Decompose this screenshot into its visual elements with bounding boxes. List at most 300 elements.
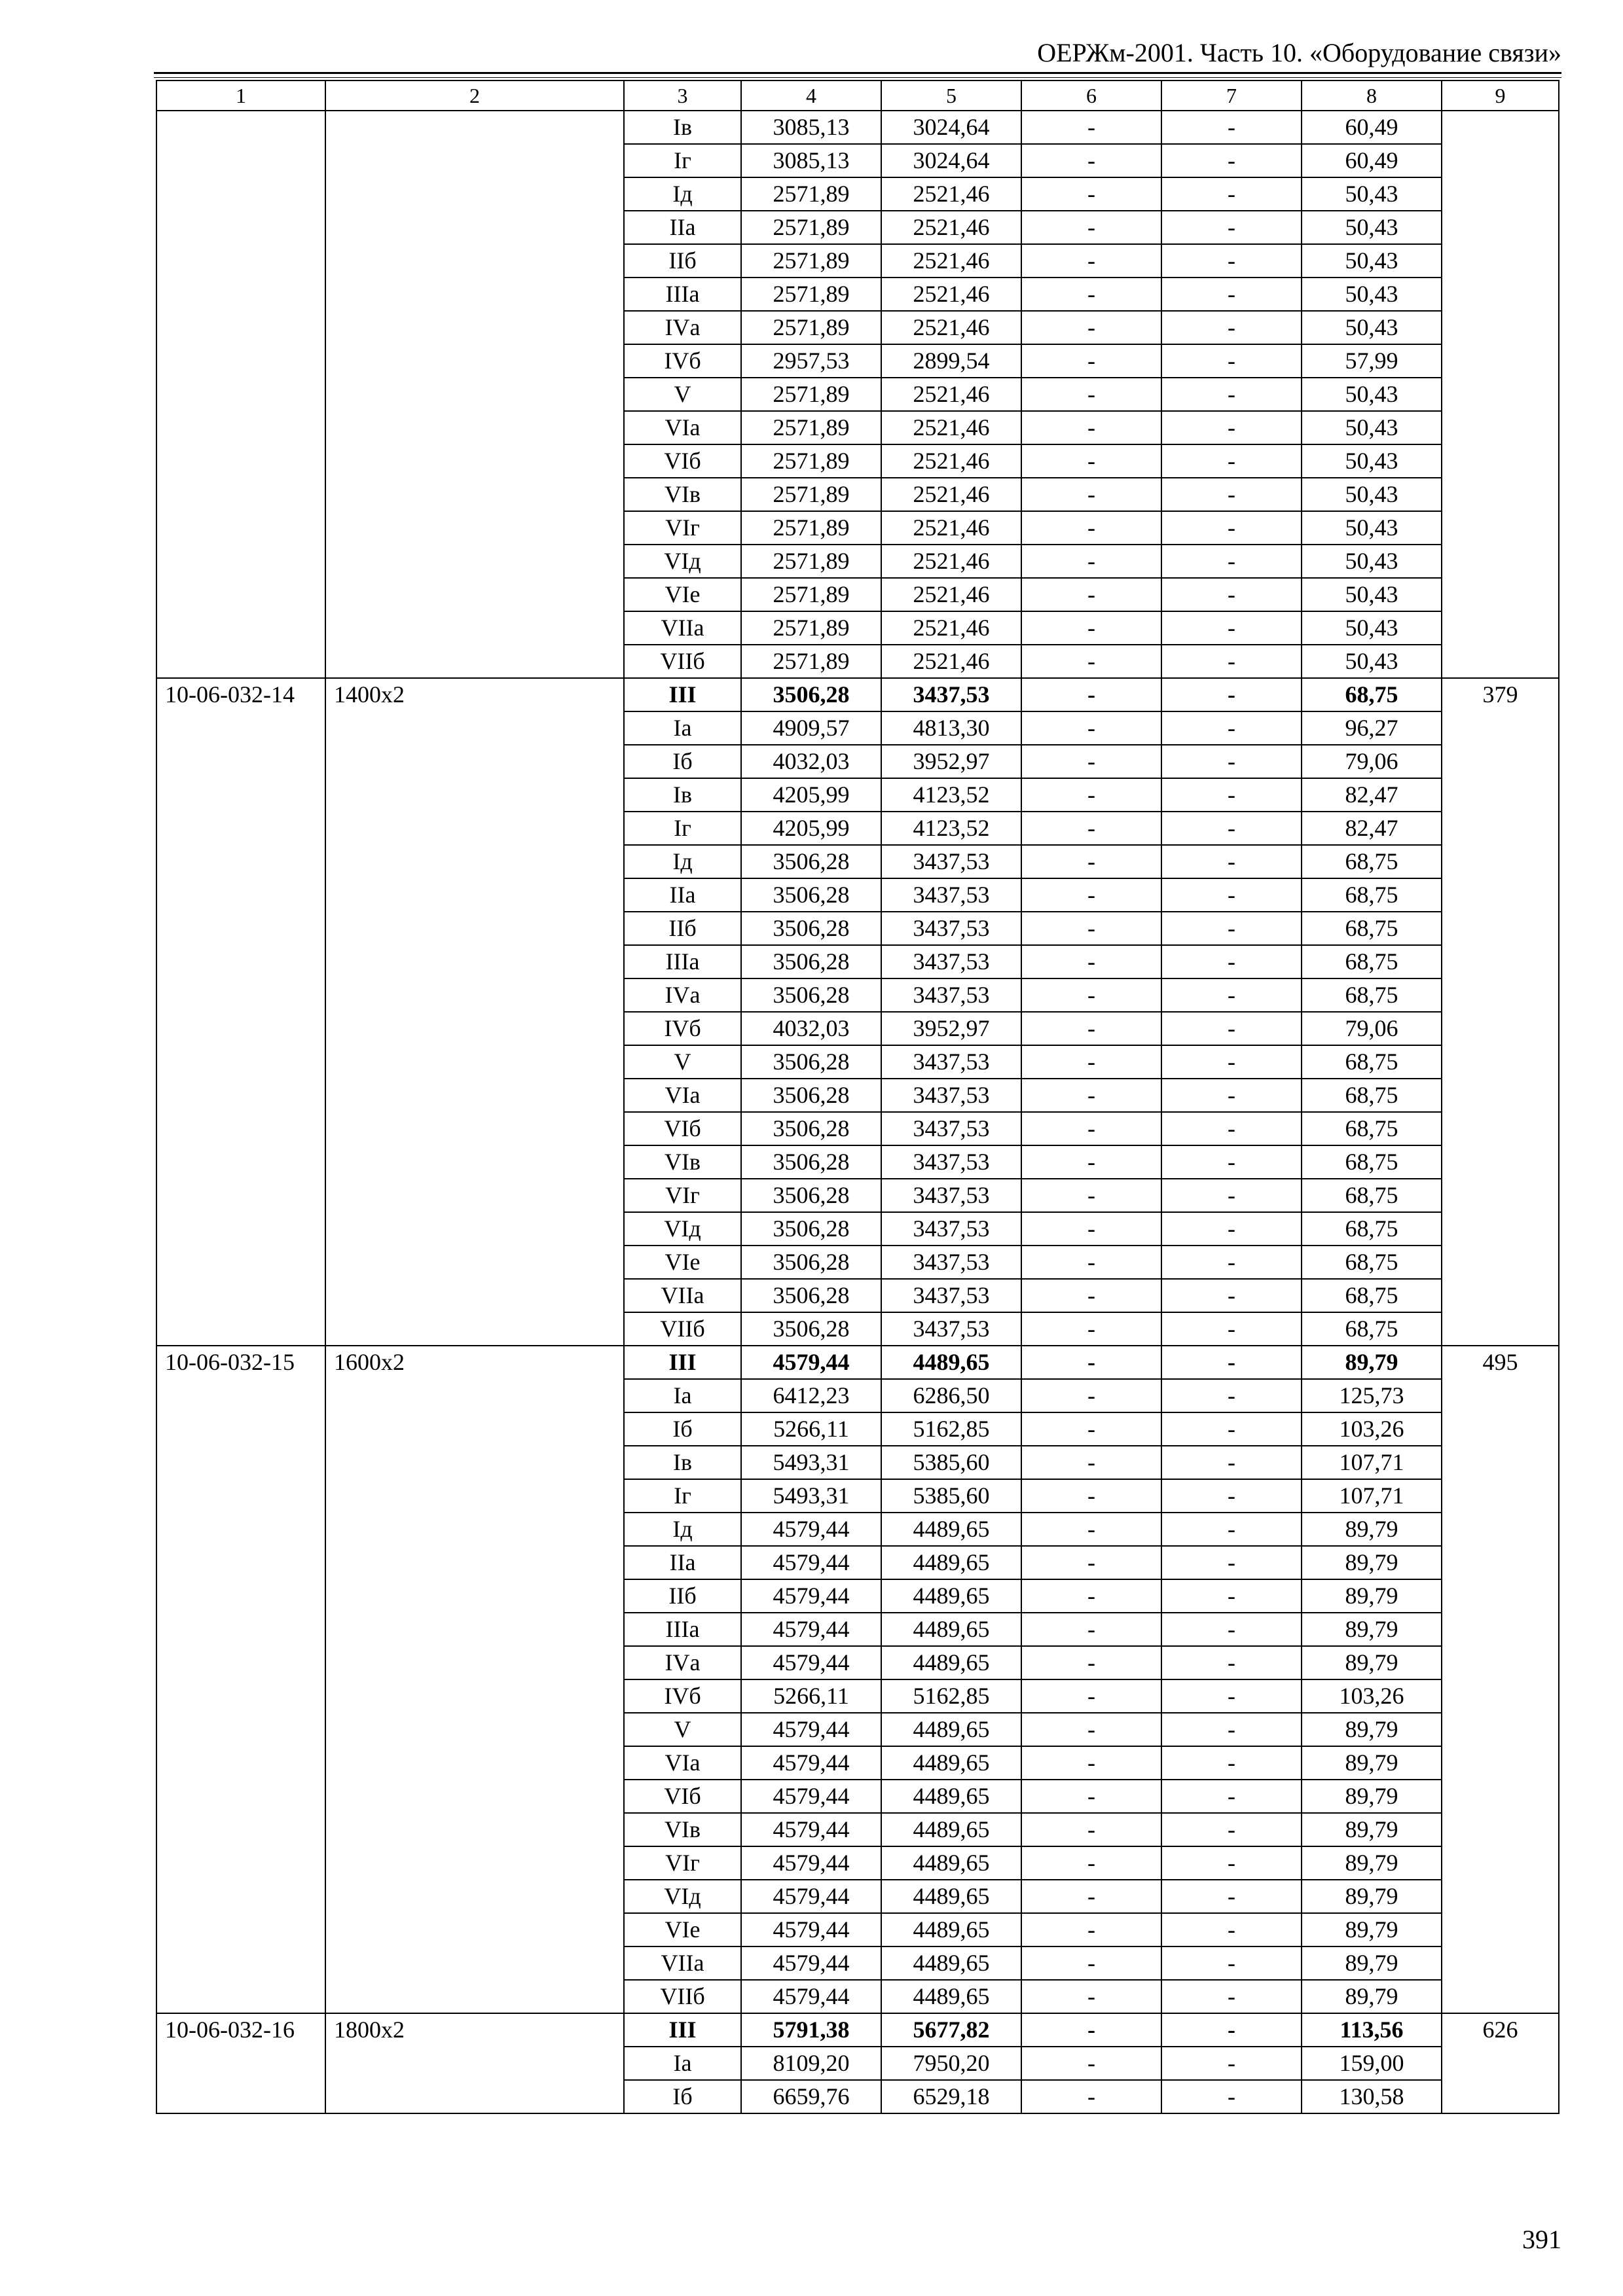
- table-cell: 130,58: [1302, 2080, 1442, 2113]
- table-cell: 3506,28: [741, 978, 881, 1012]
- table-cell: 6529,18: [881, 2080, 1021, 2113]
- table-cell: 89,79: [1302, 1346, 1442, 1379]
- table-cell: 68,75: [1302, 1045, 1442, 1079]
- table-cell: -: [1161, 1246, 1302, 1279]
- table-cell: 68,75: [1302, 1145, 1442, 1179]
- table-cell: 3437,53: [881, 878, 1021, 912]
- table-cell: IIIа: [624, 945, 741, 978]
- table-cell: -: [1021, 978, 1161, 1012]
- table-cell: -: [1021, 1746, 1161, 1780]
- table-cell: 4813,30: [881, 711, 1021, 745]
- table-cell: 68,75: [1302, 678, 1442, 711]
- table-cell: VIв: [624, 478, 741, 511]
- table-cell: 4032,03: [741, 1012, 881, 1045]
- table-cell: 82,47: [1302, 778, 1442, 812]
- table-cell: -: [1161, 611, 1302, 645]
- table-cell: -: [1021, 1379, 1161, 1412]
- table-cell: Iа: [624, 1379, 741, 1412]
- table-cell: 2521,46: [881, 478, 1021, 511]
- table-cell: -: [1161, 2080, 1302, 2113]
- table-cell: 68,75: [1302, 1212, 1442, 1246]
- table-cell: 4489,65: [881, 1546, 1021, 1579]
- table-cell: 5162,85: [881, 1679, 1021, 1713]
- table-cell: 89,79: [1302, 1946, 1442, 1980]
- table-cell: 4489,65: [881, 1513, 1021, 1546]
- table-cell: -: [1161, 1045, 1302, 1079]
- table-cell: Iб: [624, 1412, 741, 1446]
- table-cell: 5385,60: [881, 1446, 1021, 1479]
- table-cell: -: [1161, 878, 1302, 912]
- table-cell: 3437,53: [881, 1312, 1021, 1346]
- table-cell: IIIа: [624, 1613, 741, 1646]
- table-cell: VIа: [624, 411, 741, 444]
- table-cell: -: [1021, 1946, 1161, 1980]
- table-cell: -: [1021, 878, 1161, 912]
- table-cell: 5385,60: [881, 1479, 1021, 1513]
- table-cell: -: [1021, 545, 1161, 578]
- column-header: 5: [881, 81, 1021, 111]
- table-cell: 5266,11: [741, 1412, 881, 1446]
- table-cell: 3437,53: [881, 945, 1021, 978]
- table-cell: -: [1161, 478, 1302, 511]
- table-cell: 4489,65: [881, 1913, 1021, 1946]
- table-cell: -: [1021, 578, 1161, 611]
- table-cell: 3952,97: [881, 1012, 1021, 1045]
- table-cell: -: [1021, 1679, 1161, 1713]
- table-cell: 60,49: [1302, 144, 1442, 177]
- table-cell: -: [1161, 1980, 1302, 2013]
- table-cell: V: [624, 1045, 741, 1079]
- table-cell: -: [1161, 1212, 1302, 1246]
- table-cell: -: [1161, 1679, 1302, 1713]
- table-cell: 2571,89: [741, 478, 881, 511]
- table-cell: 50,43: [1302, 478, 1442, 511]
- table-cell: 3437,53: [881, 1145, 1021, 1179]
- table-cell: 4489,65: [881, 1980, 1021, 2013]
- table-cell: -: [1021, 1846, 1161, 1880]
- table-cell: 50,43: [1302, 211, 1442, 244]
- table-cell: 50,43: [1302, 611, 1442, 645]
- table-cell: Iб: [624, 2080, 741, 2113]
- table-cell: -: [1161, 1613, 1302, 1646]
- table-cell: Iв: [624, 111, 741, 144]
- table-cell: 3437,53: [881, 1179, 1021, 1212]
- table-cell: 50,43: [1302, 378, 1442, 411]
- table-cell: 89,79: [1302, 1513, 1442, 1546]
- table-cell: 4489,65: [881, 1813, 1021, 1846]
- table-cell: -: [1161, 278, 1302, 311]
- table-cell: 89,79: [1302, 1780, 1442, 1813]
- table-cell: VIв: [624, 1813, 741, 1846]
- table-cell: 89,79: [1302, 1546, 1442, 1579]
- table-cell: -: [1161, 1379, 1302, 1412]
- table-cell: 3437,53: [881, 1212, 1021, 1246]
- table-cell: -: [1021, 1346, 1161, 1379]
- table-cell: -: [1021, 1646, 1161, 1679]
- table-cell: 2571,89: [741, 411, 881, 444]
- table-cell: -: [1161, 711, 1302, 745]
- table-cell: IIIа: [624, 278, 741, 311]
- table-cell: 5162,85: [881, 1412, 1021, 1446]
- table-cell: 3506,28: [741, 678, 881, 711]
- page-header-title: ОЕРЖм-2001. Часть 10. «Оборудование связи»: [1037, 38, 1561, 67]
- table-cell: -: [1021, 444, 1161, 478]
- table-cell: 8109,20: [741, 2047, 881, 2080]
- table-cell: 3506,28: [741, 945, 881, 978]
- table-cell: 4489,65: [881, 1646, 1021, 1679]
- table-body: [156, 81, 1559, 2113]
- table-cell: 4123,52: [881, 812, 1021, 845]
- table-cell: 68,75: [1302, 912, 1442, 945]
- col9-value-cell: 495: [1442, 1346, 1559, 2013]
- table-cell: -: [1021, 745, 1161, 778]
- table-cell: 3506,28: [741, 1179, 881, 1212]
- table-cell: 50,43: [1302, 545, 1442, 578]
- table-cell: 2571,89: [741, 244, 881, 278]
- table-cell: 50,43: [1302, 244, 1442, 278]
- table-cell: IIа: [624, 1546, 741, 1579]
- table-cell: -: [1161, 2047, 1302, 2080]
- table-cell: 68,75: [1302, 878, 1442, 912]
- table-cell: IIб: [624, 244, 741, 278]
- table-cell: Iг: [624, 144, 741, 177]
- table-cell: VIе: [624, 578, 741, 611]
- table-cell: 68,75: [1302, 845, 1442, 878]
- table-cell: 4489,65: [881, 1746, 1021, 1780]
- column-header: 4: [741, 81, 881, 111]
- table-cell: 82,47: [1302, 812, 1442, 845]
- table-cell: VIе: [624, 1913, 741, 1946]
- table-cell: 68,75: [1302, 945, 1442, 978]
- table-cell: -: [1161, 1279, 1302, 1312]
- table-cell: 4489,65: [881, 1713, 1021, 1746]
- table-cell: 89,79: [1302, 1646, 1442, 1679]
- item-code-cell: 10-06-032-14: [156, 678, 325, 1346]
- table-cell: -: [1021, 2047, 1161, 2080]
- table-cell: 3952,97: [881, 745, 1021, 778]
- table-cell: 4579,44: [741, 1980, 881, 2013]
- table-cell: -: [1161, 978, 1302, 1012]
- table-cell: IVб: [624, 344, 741, 378]
- table-cell: 4579,44: [741, 1846, 881, 1880]
- column-header: 3: [624, 81, 741, 111]
- table-cell: -: [1021, 711, 1161, 745]
- table-cell: 2571,89: [741, 311, 881, 344]
- table-cell: 89,79: [1302, 1880, 1442, 1913]
- table-cell: 113,56: [1302, 2013, 1442, 2047]
- table-cell: 50,43: [1302, 645, 1442, 678]
- table-cell: 4579,44: [741, 1346, 881, 1379]
- table-cell: -: [1021, 1079, 1161, 1112]
- table-cell: 68,75: [1302, 1179, 1442, 1212]
- table-cell: -: [1021, 2013, 1161, 2047]
- table-cell: 2571,89: [741, 645, 881, 678]
- table-cell: Iв: [624, 1446, 741, 1479]
- table-cell: 4579,44: [741, 1913, 881, 1946]
- item-size-cell: 1600x2: [325, 1346, 624, 2013]
- table-cell: -: [1161, 1513, 1302, 1546]
- item-code-cell: 10-06-032-16: [156, 2013, 325, 2113]
- table-cell: -: [1161, 678, 1302, 711]
- table-cell: 2571,89: [741, 211, 881, 244]
- table-cell: 96,27: [1302, 711, 1442, 745]
- table-cell: -: [1021, 1513, 1161, 1546]
- table-cell: -: [1161, 1746, 1302, 1780]
- table-cell: 4579,44: [741, 1613, 881, 1646]
- table-cell: 2571,89: [741, 278, 881, 311]
- table-cell: 5677,82: [881, 2013, 1021, 2047]
- table-row: [156, 678, 1559, 711]
- table-cell: Iг: [624, 812, 741, 845]
- table-cell: 50,43: [1302, 177, 1442, 211]
- table-cell: 68,75: [1302, 1079, 1442, 1112]
- table-cell: -: [1021, 1813, 1161, 1846]
- table-cell: -: [1021, 2080, 1161, 2113]
- table-cell: 5266,11: [741, 1679, 881, 1713]
- column-header: 7: [1161, 81, 1302, 111]
- table-cell: -: [1161, 945, 1302, 978]
- table-cell: IVа: [624, 1646, 741, 1679]
- table-cell: 4579,44: [741, 1546, 881, 1579]
- table-cell: -: [1161, 778, 1302, 812]
- table-cell: 50,43: [1302, 311, 1442, 344]
- table-cell: VIг: [624, 1846, 741, 1880]
- table-cell: 2521,46: [881, 177, 1021, 211]
- table-cell: 4489,65: [881, 1613, 1021, 1646]
- table-cell: 3506,28: [741, 878, 881, 912]
- table-cell: 2571,89: [741, 545, 881, 578]
- table-cell: -: [1021, 144, 1161, 177]
- table-cell: VIIа: [624, 1946, 741, 1980]
- table-cell: -: [1161, 1880, 1302, 1913]
- table-cell: -: [1161, 1179, 1302, 1212]
- column-header: 6: [1021, 81, 1161, 111]
- item-code-cell: 10-06-032-15: [156, 1346, 325, 2013]
- table-cell: 2571,89: [741, 578, 881, 611]
- table-cell: -: [1161, 1446, 1302, 1479]
- table-cell: 3506,28: [741, 1312, 881, 1346]
- table-cell: 2571,89: [741, 378, 881, 411]
- table-cell: 4579,44: [741, 1579, 881, 1613]
- table-cell: 4579,44: [741, 1713, 881, 1746]
- table-cell: IIа: [624, 878, 741, 912]
- table-cell: -: [1021, 1546, 1161, 1579]
- table-cell: 4579,44: [741, 1746, 881, 1780]
- column-header: 2: [325, 81, 624, 111]
- continued-code-cell: [156, 111, 325, 678]
- table-cell: -: [1021, 1212, 1161, 1246]
- table-cell: IIб: [624, 1579, 741, 1613]
- table-cell: 3437,53: [881, 845, 1021, 878]
- table-cell: -: [1161, 1312, 1302, 1346]
- table-cell: 5791,38: [741, 2013, 881, 2047]
- table-cell: 4205,99: [741, 778, 881, 812]
- table-cell: -: [1021, 1312, 1161, 1346]
- table-cell: -: [1161, 244, 1302, 278]
- table-cell: 4489,65: [881, 1846, 1021, 1880]
- table-cell: -: [1161, 1946, 1302, 1980]
- table-cell: 3506,28: [741, 1145, 881, 1179]
- table-cell: VIа: [624, 1746, 741, 1780]
- table-cell: -: [1021, 912, 1161, 945]
- table-cell: 4579,44: [741, 1880, 881, 1913]
- table-cell: 2521,46: [881, 311, 1021, 344]
- table-cell: 2521,46: [881, 511, 1021, 545]
- table-cell: 68,75: [1302, 1312, 1442, 1346]
- table-cell: -: [1161, 545, 1302, 578]
- table-cell: 68,75: [1302, 1246, 1442, 1279]
- table-cell: VIд: [624, 1212, 741, 1246]
- table-cell: -: [1161, 211, 1302, 244]
- table-cell: 89,79: [1302, 1579, 1442, 1613]
- table-cell: 2521,46: [881, 611, 1021, 645]
- table-cell: VIд: [624, 1880, 741, 1913]
- col9-value-cell: 379: [1442, 678, 1559, 1346]
- table-cell: -: [1161, 1079, 1302, 1112]
- table-cell: -: [1021, 511, 1161, 545]
- page-number: 391: [1522, 2225, 1561, 2254]
- table-cell: VIг: [624, 1179, 741, 1212]
- table-cell: -: [1161, 1713, 1302, 1746]
- table-cell: -: [1021, 1613, 1161, 1646]
- column-header: 9: [1442, 81, 1559, 111]
- table-cell: -: [1161, 1346, 1302, 1379]
- table-cell: 2521,46: [881, 211, 1021, 244]
- table-cell: VIб: [624, 1780, 741, 1813]
- table-cell: -: [1021, 1579, 1161, 1613]
- table-row: [156, 2013, 1559, 2047]
- table-cell: 4579,44: [741, 1513, 881, 1546]
- table-cell: VIIб: [624, 1980, 741, 2013]
- table-cell: -: [1021, 1246, 1161, 1279]
- table-cell: 3024,64: [881, 111, 1021, 144]
- table-cell: VIIа: [624, 1279, 741, 1312]
- table-cell: 4489,65: [881, 1946, 1021, 1980]
- table-cell: -: [1021, 611, 1161, 645]
- table-cell: -: [1021, 211, 1161, 244]
- table-cell: 79,06: [1302, 745, 1442, 778]
- table-cell: -: [1161, 378, 1302, 411]
- table-cell: 2521,46: [881, 545, 1021, 578]
- table-cell: -: [1021, 645, 1161, 678]
- table-cell: IIб: [624, 912, 741, 945]
- table-cell: -: [1021, 1980, 1161, 2013]
- table-cell: -: [1161, 1913, 1302, 1946]
- table-cell: 3437,53: [881, 912, 1021, 945]
- table-cell: 2521,46: [881, 278, 1021, 311]
- table-cell: 3024,64: [881, 144, 1021, 177]
- table-cell: 57,99: [1302, 344, 1442, 378]
- table-cell: 3506,28: [741, 1112, 881, 1145]
- table-cell: 4032,03: [741, 745, 881, 778]
- table-cell: 2571,89: [741, 177, 881, 211]
- table-cell: -: [1161, 1479, 1302, 1513]
- table-cell: 3506,28: [741, 1045, 881, 1079]
- table-cell: -: [1161, 111, 1302, 144]
- table-cell: 4489,65: [881, 1346, 1021, 1379]
- table-cell: 5493,31: [741, 1446, 881, 1479]
- table-cell: -: [1161, 1780, 1302, 1813]
- table-cell: 89,79: [1302, 1846, 1442, 1880]
- table-cell: 4205,99: [741, 812, 881, 845]
- table-cell: Iд: [624, 845, 741, 878]
- continued-col9-cell: [1442, 111, 1559, 678]
- table-cell: -: [1021, 945, 1161, 978]
- table-cell: 89,79: [1302, 1713, 1442, 1746]
- table-cell: 89,79: [1302, 1913, 1442, 1946]
- table-cell: 68,75: [1302, 1112, 1442, 1145]
- table-cell: 89,79: [1302, 1813, 1442, 1846]
- table-cell: 6659,76: [741, 2080, 881, 2113]
- table-cell: -: [1021, 1780, 1161, 1813]
- table-cell: VIIб: [624, 645, 741, 678]
- table-cell: IVб: [624, 1679, 741, 1713]
- table-cell: -: [1161, 411, 1302, 444]
- table-cell: IVа: [624, 311, 741, 344]
- table-cell: 79,06: [1302, 1012, 1442, 1045]
- header-rule-thin: [154, 77, 1561, 78]
- continued-size-cell: [325, 111, 624, 678]
- table-cell: -: [1161, 1112, 1302, 1145]
- table-cell: -: [1161, 1145, 1302, 1179]
- table-cell: 107,71: [1302, 1479, 1442, 1513]
- table-cell: 2521,46: [881, 411, 1021, 444]
- table-cell: 50,43: [1302, 411, 1442, 444]
- table-cell: -: [1021, 378, 1161, 411]
- table-cell: Iб: [624, 745, 741, 778]
- table-cell: 68,75: [1302, 978, 1442, 1012]
- table-cell: VIб: [624, 444, 741, 478]
- table-cell: 3437,53: [881, 978, 1021, 1012]
- table-cell: 2571,89: [741, 611, 881, 645]
- table-cell: VIд: [624, 545, 741, 578]
- table-cell: 4489,65: [881, 1579, 1021, 1613]
- table-cell: 125,73: [1302, 1379, 1442, 1412]
- table-cell: -: [1021, 1179, 1161, 1212]
- table-cell: -: [1021, 1045, 1161, 1079]
- table-cell: 107,71: [1302, 1446, 1442, 1479]
- table-cell: -: [1021, 1145, 1161, 1179]
- table-cell: -: [1161, 1846, 1302, 1880]
- table-cell: -: [1161, 2013, 1302, 2047]
- table-cell: -: [1161, 1012, 1302, 1045]
- table-cell: 3437,53: [881, 1045, 1021, 1079]
- column-header-row: [156, 81, 1559, 111]
- table-cell: Iа: [624, 2047, 741, 2080]
- table-cell: -: [1161, 812, 1302, 845]
- table-cell: -: [1021, 1913, 1161, 1946]
- table-cell: 2571,89: [741, 511, 881, 545]
- table-row: [156, 1346, 1559, 1379]
- table-cell: -: [1021, 778, 1161, 812]
- table-cell: 2521,46: [881, 378, 1021, 411]
- price-table: [156, 80, 1559, 2114]
- table-cell: 4489,65: [881, 1780, 1021, 1813]
- table-cell: 3506,28: [741, 1212, 881, 1246]
- table-cell: -: [1021, 678, 1161, 711]
- table-cell: 50,43: [1302, 578, 1442, 611]
- table-cell: Iд: [624, 1513, 741, 1546]
- table-cell: -: [1161, 1546, 1302, 1579]
- header-rule-thick: [154, 72, 1561, 74]
- table-cell: -: [1021, 1279, 1161, 1312]
- table-cell: -: [1161, 912, 1302, 945]
- table-cell: -: [1021, 1412, 1161, 1446]
- table-cell: III: [624, 2013, 741, 2047]
- table-cell: Iа: [624, 711, 741, 745]
- table-cell: 3506,28: [741, 845, 881, 878]
- table-cell: Iд: [624, 177, 741, 211]
